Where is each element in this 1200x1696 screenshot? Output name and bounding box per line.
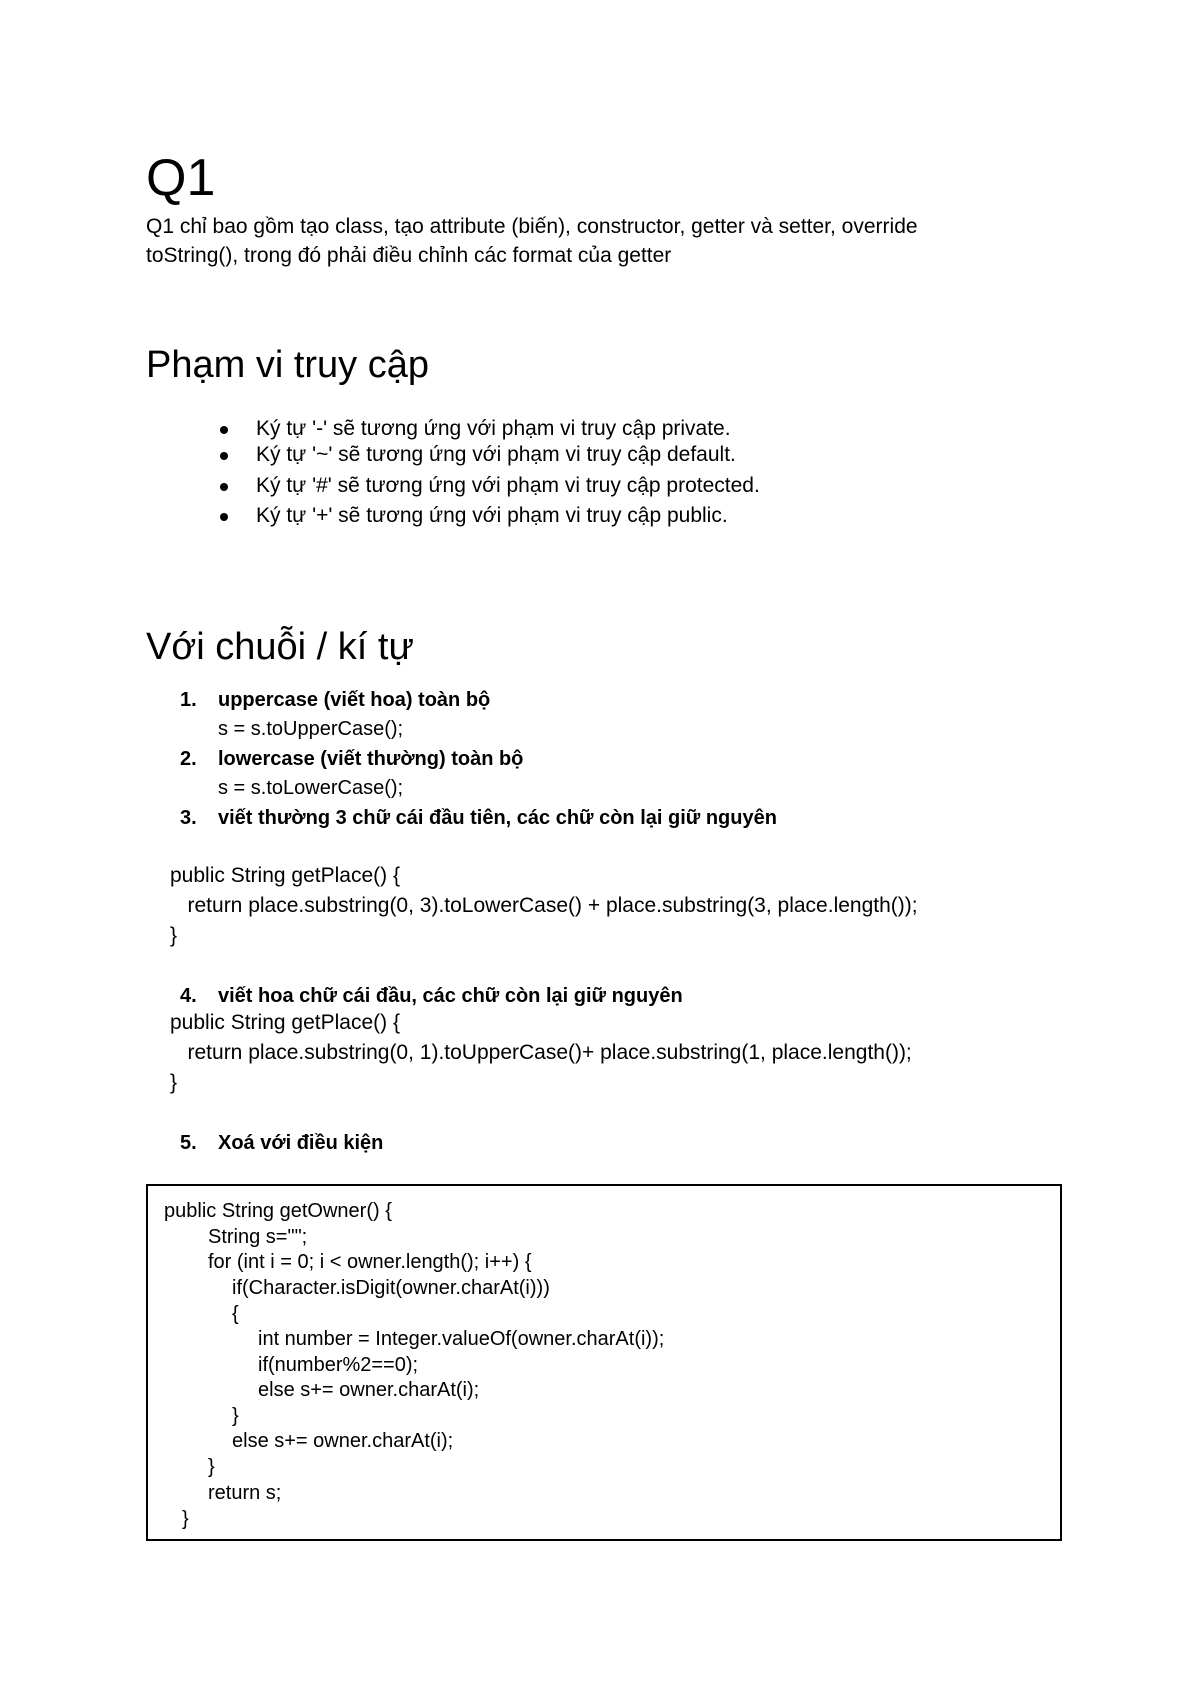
item-number: 5. bbox=[180, 1132, 197, 1154]
code-line: else s+= owner.charAt(i); bbox=[232, 1430, 454, 1452]
code-block bbox=[146, 1184, 1062, 1541]
code-line: } bbox=[170, 924, 178, 947]
list-item-text: Ký tự '~' sẽ tương ứng với phạm vi truy cập default. bbox=[256, 443, 736, 466]
list-item bbox=[0, 472, 1200, 500]
list-item-text: Ký tự '#' sẽ tương ứng với phạm vi truy cập protected. bbox=[256, 474, 760, 497]
access-heading: Phạm vi truy cập bbox=[146, 344, 429, 386]
page-title: Q1 bbox=[146, 149, 216, 207]
item-number: 3. bbox=[180, 807, 197, 829]
item-label: viết thường 3 chữ cái đầu tiên, các chữ còn lại giữ nguyên bbox=[218, 807, 777, 829]
code-line: { bbox=[232, 1303, 239, 1325]
bullet-icon bbox=[220, 483, 228, 491]
list-item-text: Ký tự '-' sẽ tương ứng với phạm vi truy cập private. bbox=[256, 417, 731, 440]
item-label: uppercase (viết hoa) toàn bộ bbox=[218, 689, 491, 711]
code-line: return place.substring(0, 3).toLowerCase() + place.substring(3, place.length()); bbox=[170, 894, 918, 917]
code-line: if(Character.isDigit(owner.charAt(i))) bbox=[232, 1277, 550, 1299]
code-line: public String getPlace() { bbox=[170, 864, 400, 887]
intro-paragraph: Q1 chỉ bao gồm tạo class, tạo attribute (biến), constructor, getter và setter, override toString(), trong đó phải điều chỉnh các format của getter bbox=[146, 215, 918, 267]
list-item bbox=[0, 415, 1200, 443]
code-line: public String getOwner() { bbox=[164, 1200, 392, 1222]
list-item bbox=[0, 441, 1200, 469]
list-item-text: Ký tự '+' sẽ tương ứng với phạm vi truy cập public. bbox=[256, 504, 728, 527]
strings-heading: Với chuỗi / kí tự bbox=[146, 626, 414, 668]
item-number: 2. bbox=[180, 748, 197, 770]
item-number: 1. bbox=[180, 689, 197, 711]
item-label: Xoá với điều kiện bbox=[218, 1132, 384, 1154]
code-line: for (int i = 0; i < owner.length(); i++) { bbox=[208, 1251, 532, 1273]
list-item bbox=[0, 502, 1200, 530]
access-list bbox=[0, 415, 1200, 527]
code-line: public String getPlace() { bbox=[170, 1011, 400, 1034]
item-number: 4. bbox=[180, 985, 197, 1007]
code-line: return s; bbox=[208, 1482, 282, 1504]
code-line: String s=""; bbox=[208, 1226, 308, 1248]
code-line: } bbox=[170, 1071, 178, 1094]
code-line: } bbox=[232, 1405, 239, 1427]
code-line: else s+= owner.charAt(i); bbox=[258, 1379, 480, 1401]
bullet-icon bbox=[220, 513, 228, 521]
item-code: s = s.toLowerCase(); bbox=[218, 777, 404, 799]
item-label: viết hoa chữ cái đầu, các chữ còn lại giữ nguyên bbox=[218, 985, 683, 1007]
code-line: return place.substring(0, 1).toUpperCase()+ place.substring(1, place.length()); bbox=[170, 1041, 912, 1064]
code-line: } bbox=[182, 1508, 189, 1530]
code-line: if(number%2==0); bbox=[258, 1354, 419, 1376]
code-line: } bbox=[208, 1456, 215, 1478]
item-code: s = s.toUpperCase(); bbox=[218, 718, 404, 740]
code-line: int number = Integer.valueOf(owner.charAt(i)); bbox=[258, 1328, 665, 1350]
bullet-icon bbox=[220, 452, 228, 460]
bullet-icon bbox=[220, 426, 228, 434]
item-label: lowercase (viết thường) toàn bộ bbox=[218, 748, 524, 770]
